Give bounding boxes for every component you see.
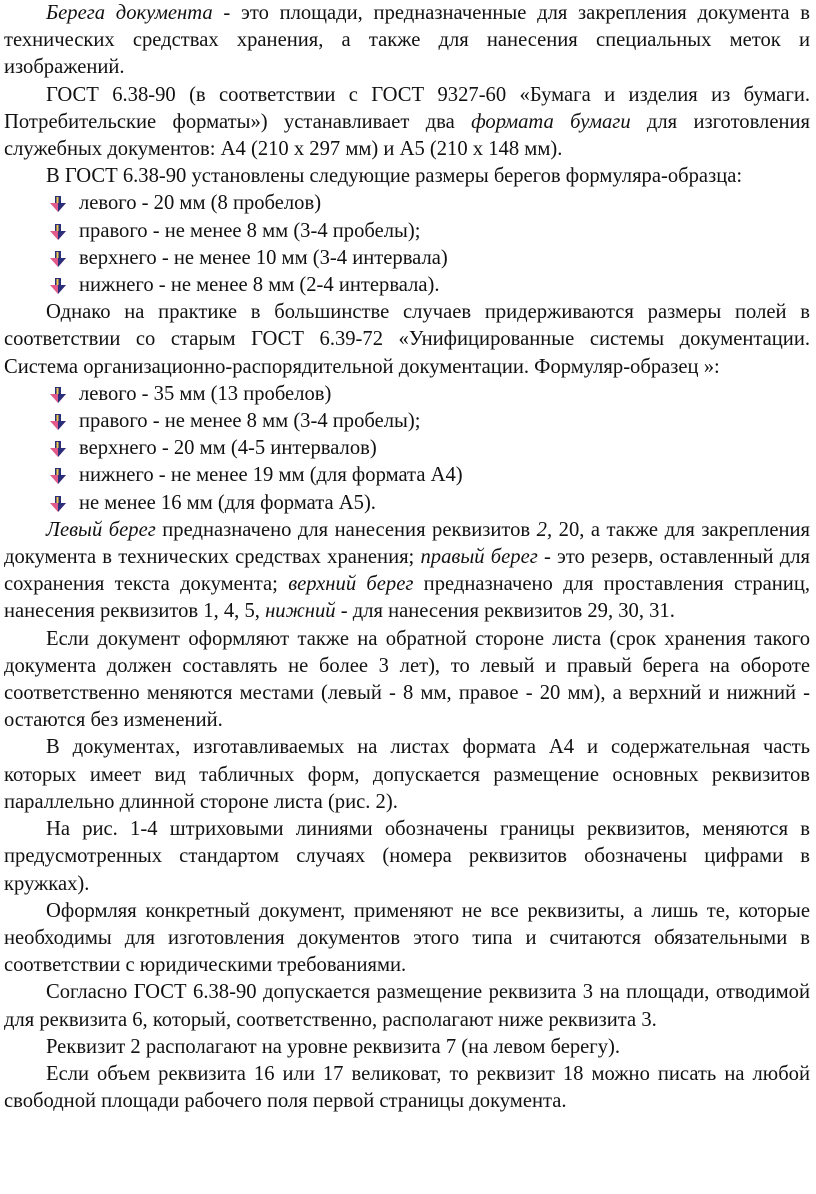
- list-item: [4, 435, 810, 462]
- list-item: [4, 408, 810, 435]
- paragraph-margins-definition: [4, 0, 810, 82]
- list-item-text: левого - 20 мм (8 пробелов): [79, 192, 322, 215]
- list-item: [4, 218, 810, 245]
- paragraph-text: - это площади, предназначенные для закрепления документа в технических средствах хранения, а также для нанесения специальных меток и изображений.: [4, 2, 810, 79]
- term-right-margin: правый берег -: [420, 546, 551, 569]
- list-item-text: нижнего - не менее 8 мм (2-4 интервала).: [79, 274, 440, 297]
- list-item-text: правого - не менее 8 мм (3-4 пробелы);: [79, 410, 421, 433]
- paragraph-text: для нанесения реквизитов 29, 30, 31.: [347, 600, 675, 623]
- term-requisite-2: 2,: [536, 518, 553, 541]
- arrow-down-bullet-icon: [49, 467, 67, 485]
- paragraph-requisite-2: Реквизит 2 располагают на уровне реквизита 7 (на левом берегу).: [46, 1035, 621, 1058]
- arrow-down-bullet-icon: [49, 277, 67, 295]
- arrow-down-bullet-icon: [49, 195, 67, 213]
- paragraph-text: для изготовления служебных документов: А4 (210 х 297 мм) и А5 (210 х 148 мм).: [4, 110, 810, 161]
- paragraph-text: ГОСТ 6.38-90 (в соответствии с ГОСТ 9327-60 «Бумага и изделия из бумаги. Потребительские форматы») устанавливает два: [4, 83, 810, 133]
- list-item: [4, 490, 810, 517]
- paragraph-required-requisites: Оформляя конкретный документ, применяют не все реквизиты, а лишь те, которые необходимы для изготовления документов этого типа и считаются обязательными в соответствии с юридическими требованиями.: [4, 899, 810, 977]
- list-item: [4, 462, 810, 489]
- arrow-down-bullet-icon: [49, 223, 67, 241]
- paragraph-margins-purpose: [4, 517, 810, 626]
- arrow-down-bullet-icon: [49, 386, 67, 404]
- paragraph-reverse-side: Если документ оформляют также на обратной стороне листа (срок хранения такого документа должен составлять не более 3 лет), то левый и правый берега на обороте соответственно меняются местами (левый - 8 мм, правое - 20 мм), а верхний и нижний - остаются без изменений.: [4, 627, 810, 732]
- paragraph-a4-tables: В документах, изготавливаемых на листах формата А4 и содержательная часть которых имеет вид табличных форм, допускается размещение основных реквизитов параллельно длинной стороне листа (рис. 2).: [4, 736, 810, 813]
- list-item: [4, 245, 810, 272]
- term-margins: Берега документа: [46, 2, 213, 24]
- list-item-text: нижнего - не менее 19 мм (для формата А4): [79, 464, 463, 487]
- paragraph-requisite-18: Если объем реквизита 16 или 17 великоват, то реквизит 18 можно писать на любой свободной площади рабочего поля первой страницы документа.: [4, 1062, 810, 1113]
- term-paper-format: формата бумаги: [471, 110, 631, 133]
- paragraph-text: предназначено для нанесения реквизитов: [155, 518, 537, 541]
- arrow-down-bullet-icon: [49, 495, 67, 513]
- paragraph-requisite-3: Согласно ГОСТ 6.38-90 допускается размещение реквизита 3 на площади, отводимой для реквизита 6, который, соответственно, располагают ниже реквизита 3.: [4, 981, 810, 1031]
- list-item-text: не менее 16 мм (для формата А5).: [79, 491, 376, 514]
- paragraph-gost-sizes-intro: В ГОСТ 6.38-90 установлены следующие размеры берегов формуляра-образца:: [46, 165, 743, 188]
- term-bottom-margin: нижний -: [265, 600, 348, 623]
- arrow-down-bullet-icon: [49, 250, 67, 268]
- term-left-margin: Левый берег: [46, 518, 156, 541]
- term-top-margin: верхний берег: [288, 573, 414, 596]
- list-item-text: левого - 35 мм (13 пробелов): [79, 382, 332, 405]
- list-item-text: правого - не менее 8 мм (3-4 пробелы);: [79, 219, 421, 242]
- paragraph-paper-formats: [4, 82, 810, 164]
- paragraph-text: 20, а также для закрепления документа в технических средствах хранения;: [4, 518, 810, 569]
- paragraph-text: это резерв, оставленный для сохранения текста документа;: [4, 546, 810, 596]
- paragraph-figures: На рис. 1-4 штриховыми линиями обозначены границы реквизитов, меняются в предусмотренных стандартом случаях (номера реквизитов обозначены цифрами в кружках).: [4, 818, 810, 895]
- list-item: [4, 381, 810, 408]
- paragraph-old-gost: Однако на практике в большинстве случаев придерживаются размеры полей в соответствии со старым ГОСТ 6.39-72 «Унифицированные системы документации. Система организационно-распорядительной документации. Формуляр-образец »:: [4, 301, 810, 378]
- list-item-text: верхнего - 20 мм (4-5 интервалов): [79, 437, 377, 460]
- paragraph-text: предназначено для проставления страниц, нанесения реквизитов 1, 4, 5,: [4, 573, 810, 623]
- arrow-down-bullet-icon: [49, 413, 67, 431]
- list-item: [4, 272, 810, 299]
- list-item-text: верхнего - не менее 10 мм (3-4 интервала): [79, 246, 448, 269]
- arrow-down-bullet-icon: [49, 440, 67, 458]
- list-item: [4, 190, 810, 217]
